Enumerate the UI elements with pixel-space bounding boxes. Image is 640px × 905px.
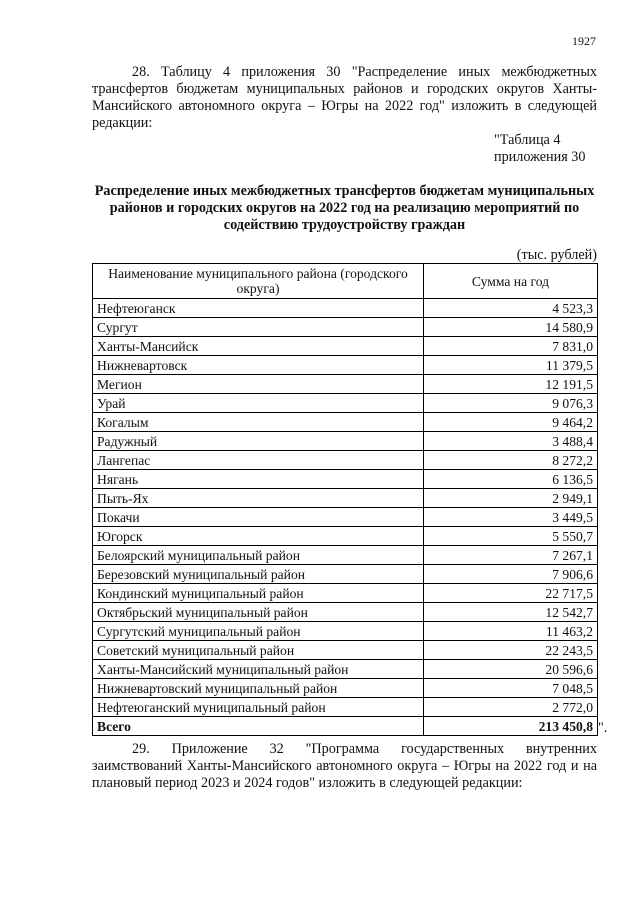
column-header-name: Наименование муниципального района (городского округа) [93,264,424,299]
paragraph-29 [92,741,597,792]
municipality-name: Мегион [93,375,424,394]
table-row [93,299,598,318]
table-body [93,299,598,736]
amount-value: 2 772,0 [424,698,598,717]
table-heading: Распределение иных межбюджетных трансфертов бюджетам муниципальных районов и городских округов на 2022 год на реализацию мероприятий по содействию трудоустройству граждан [94,183,595,233]
table-row [93,451,598,470]
amount-value: 20 596,6 [424,660,598,679]
table-row [93,394,598,413]
table-row [93,470,598,489]
table-row [93,603,598,622]
municipality-name: Когалым [93,413,424,432]
municipality-name: Нефтеюганск [93,299,424,318]
municipality-name: Урай [93,394,424,413]
municipality-name: Сургут [93,318,424,337]
amount-value: 11 379,5 [424,356,598,375]
table-row [93,622,598,641]
amount-value: 4 523,3 [424,299,598,318]
table-row [93,527,598,546]
amount-value: 22 243,5 [424,641,598,660]
table-reference-line1: "Таблица 4 [494,132,561,148]
table-row [93,546,598,565]
municipality-name: Покачи [93,508,424,527]
amount-value: 14 580,9 [424,318,598,337]
table-row [93,318,598,337]
municipality-name: Октябрьский муниципальный район [93,603,424,622]
amount-value: 7 048,5 [424,679,598,698]
amount-value: 22 717,5 [424,584,598,603]
table-row [93,356,598,375]
municipality-name: Нягань [93,470,424,489]
table-row [93,565,598,584]
amount-value: 7 831,0 [424,337,598,356]
table-row [93,432,598,451]
amount-value: 7 906,6 [424,565,598,584]
table-row [93,508,598,527]
amount-value: 8 272,2 [424,451,598,470]
amount-value: 3 488,4 [424,432,598,451]
table-row [93,641,598,660]
municipality-name: Югорск [93,527,424,546]
table-row [93,679,598,698]
municipality-name: Ханты-Мансийский муниципальный район [93,660,424,679]
paragraph-29-text: 29. Приложение 32 "Программа государственных внутренних заимствований Ханты-Мансийского автономного округа – Югры на 2022 год и на плановый период 2023 и 2024 годов" изложить в следующей редакции: [92,741,597,791]
table-row [93,375,598,394]
table-reference [494,132,585,166]
amount-value: 3 449,5 [424,508,598,527]
amount-value: 9 464,2 [424,413,598,432]
municipality-name: Пыть-Ях [93,489,424,508]
amount-value: 9 076,3 [424,394,598,413]
municipality-name: Березовский муниципальный район [93,565,424,584]
amount-value: 12 542,7 [424,603,598,622]
paragraph-28-text: 28. Таблицу 4 приложения 30 "Распределение иных межбюджетных трансфертов бюджетам муниципальных районов и городских округов Ханты-Мансийского автономного округа – Югры на 2022 год" изложить в следующей редакции: [92,64,597,131]
municipality-name: Лангепас [93,451,424,470]
municipality-name: Нижневартовский муниципальный район [93,679,424,698]
transfers-table [92,263,598,736]
amount-value: 6 136,5 [424,470,598,489]
table-row [93,413,598,432]
municipality-name: Белоярский муниципальный район [93,546,424,565]
table-header-row [93,264,598,299]
amount-value: 7 267,1 [424,546,598,565]
closing-quote-mark: ". [598,720,608,736]
table-row [93,337,598,356]
table-row [93,489,598,508]
municipality-name: Кондинский муниципальный район [93,584,424,603]
table-reference-line2: приложения 30 [494,149,586,165]
municipality-name: Советский муниципальный район [93,641,424,660]
municipality-name: Нижневартовск [93,356,424,375]
municipality-name: Сургутский муниципальный район [93,622,424,641]
amount-value: 12 191,5 [424,375,598,394]
paragraph-28 [92,64,597,132]
total-amount: 213 450,8 [424,717,598,736]
table-row [93,660,598,679]
amount-value: 11 463,2 [424,622,598,641]
municipality-name: Радужный [93,432,424,451]
municipality-name: Нефтеюганский муниципальный район [93,698,424,717]
total-row [93,717,598,736]
municipality-name: Ханты-Мансийск [93,337,424,356]
page-number: 1927 [572,34,596,48]
table-row [93,698,598,717]
total-label: Всего [93,717,424,736]
column-header-amount: Сумма на год [424,264,598,299]
units-label: (тыс. рублей) [516,247,597,263]
amount-value: 5 550,7 [424,527,598,546]
amount-value: 2 949,1 [424,489,598,508]
table-row [93,584,598,603]
